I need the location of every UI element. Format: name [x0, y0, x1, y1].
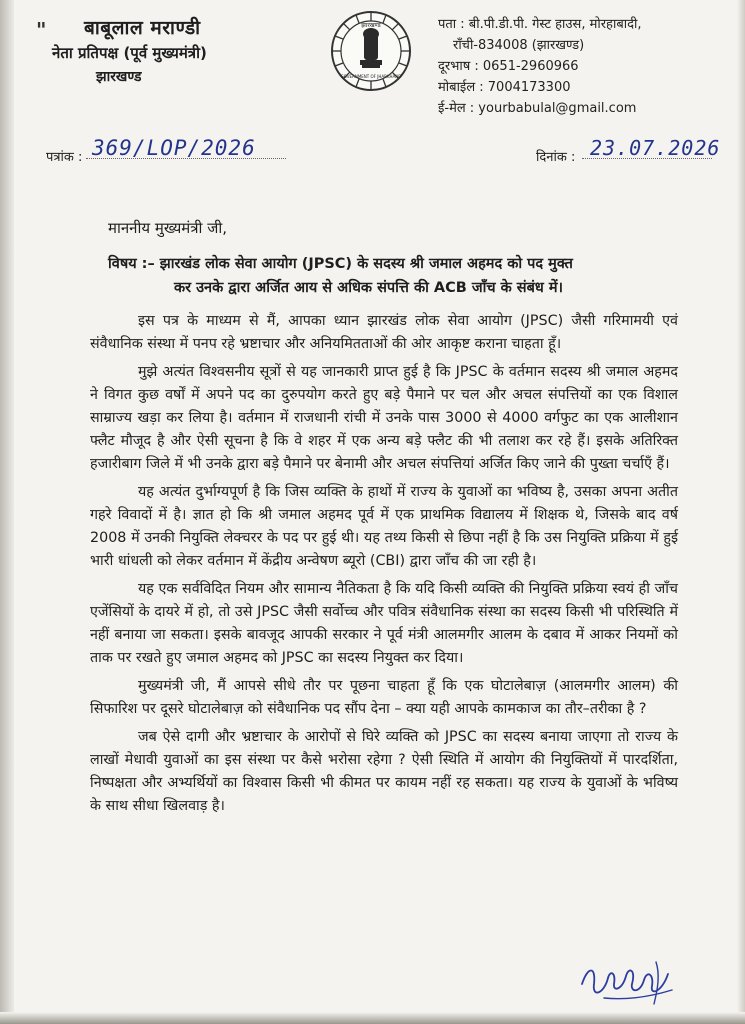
body-paragraph: इस पत्र के माध्यम से मैं, आपका ध्यान झारखंड लोक सेवा आयोग (JPSC) जैसी गरिमामयी एवं संवैधानिक संस्था में पनप रहे भ्रष्टाचार और अनियमितताओं की ओर आकृष्ट कराना चाहता हूँ।: [90, 313, 678, 352]
sender-address-block: [438, 14, 642, 119]
reference-label: पत्रांक :: [46, 150, 83, 165]
sender-name: बाबूलाल मराण्डी: [84, 17, 201, 39]
date-label: दिनांक :: [536, 150, 576, 165]
body-paragraph: यह एक सर्वविदित नियम और सामान्य नैतिकता है कि यदि किसी व्यक्ति की नियुक्ति प्रक्रिया स्वयं ही जाँच एजेंसियों के दायरे में हो, तो उसे JPSC जैसी सर्वोच्च और पवित्र संवैधानिक संस्था का सदस्य किसी भी परिस्थिति में नहीं बनाया जा सकता। इसके बावजूद आपकी सरकार ने पूर्व मंत्री आलमगीर आलम के दबाव में आकर नियमों को ताक पर रखते हुए जमाल अहमद को JPSC का सदस्य नियुक्त कर दिया।: [90, 581, 678, 666]
address-line: राँची-834008 (झारखण्ड): [453, 38, 585, 53]
signature-icon: [574, 954, 684, 1010]
sender-state: झारखण्ड: [96, 69, 142, 85]
reference-number: 369/LOP/2026: [92, 136, 256, 160]
subject-block: [108, 252, 678, 300]
body-paragraph: यह अत्यंत दुर्भाग्यपूर्ण है कि जिस व्यक्ति के हाथों में राज्य के युवाओं का भविष्य है, उसका अपना अतीत गहरे विवादों में है। ज्ञात हो कि श्री जमाल अहमद पूर्व में एक प्राथमिक विद्यालय में शिक्षक थे, जिसके बाद वर्ष 2008 में उनकी नियुक्ति लेक्चरर के पद पर हुई थी। यह तथ्य किसी से छिपा नहीं है कि उस नियुक्ति प्रक्रिया में हुई भारी धांधली को लेकर वर्तमान में केंद्रीय अन्वेषण ब्यूरो (CBI) द्वारा जाँच की जा रही है।: [90, 484, 678, 569]
scan-edge-bottom: [0, 1012, 745, 1024]
body-paragraph: मुझे अत्यंत विश्वसनीय सूत्रों से यह जानकारी प्राप्त हुई है कि JPSC के वर्तमान सदस्य श्री जमाल अहमद ने विगत कुछ वर्षों में अपने पद का दुरुपयोग करते हुए बड़े पैमाने पर चल और अचल संपत्तियों का एक विशाल साम्राज्य खड़ा कर लिया है। वर्तमान में राजधानी रांची में उनके पास 3000 से 4000 वर्गफुट का एक आलीशान फ्लैट मौजूद है और ऐसी सूचना है कि वे शहर में एक अन्य बड़े फ्लैट की भी तलाश कर रहे हैं। इसके अतिरिक्त हजारीबाग जिले में भी उनके द्वारा बड़े पैमाने पर बेनामी और अचल संपत्तियां अर्जित किए जाने की पुख्ता चर्चाएँ हैं।: [90, 364, 678, 472]
scan-edge-left: [0, 0, 14, 1024]
emblem-bottom-text: GOVERNMENT OF JHARKHAND: [340, 74, 402, 79]
subject-line-1: विषय :– झारखंड लोक सेवा आयोग (JPSC) के सदस्य श्री जमाल अहमद को पद मुक्त: [108, 256, 573, 272]
scan-edge-right: [737, 0, 745, 1024]
jharkhand-emblem-icon: [330, 10, 412, 92]
mobile-line: मोबाईल : 7004173300: [438, 80, 571, 95]
body-paragraph: मुख्यमंत्री जी, मैं आपसे सीधे तौर पर पूछना चाहता हूँ कि एक घोटालेबाज़ (आलमगीर आलम) की सिफारिश पर दूसरे घोटालेबाज़ को संवैधानिक पद सौंप देना – क्या यही आपके कामकाज का तौर–तरीका है ?: [90, 678, 678, 717]
letterhead-quote-mark: ": [36, 18, 47, 42]
subject-line-2: कर उनके द्वारा अर्जित आय से अधिक संपत्ति की ACB जाँच के संबंध में।: [174, 280, 564, 296]
emblem-top-text: झारखण्ड: [361, 22, 381, 29]
phone-line: दूरभाष : 0651-2960966: [438, 59, 579, 74]
email-line: ई-मेल : yourbabulal@gmail.com: [438, 101, 637, 116]
body-paragraph: जब ऐसे दागी और भ्रष्टाचार के आरोपों से घिरे व्यक्ति को JPSC का सदस्य बनाया जाएगा तो राज्य के लाखों मेधावी युवाओं का इस संस्था पर कैसे भरोसा रहेगा ? ऐसी स्थिति में आयोग की नियुक्तियों में पारदर्शिता, निष्पक्षता और अभ्यर्थियों का विश्वास किसी भी कीमत पर कायम नहीं रह सकता। यह राज्य के युवाओं के भविष्य के साथ सीधा खिलवाड़ है।: [90, 729, 678, 814]
letter-date: 23.07.2026: [590, 136, 721, 160]
address-line: पता : बी.पी.डी.पी. गेस्ट हाउस, मोरहाबादी,: [438, 17, 642, 32]
letter-body: [90, 310, 678, 823]
salutation: माननीय मुख्यमंत्री जी,: [108, 219, 227, 237]
sender-designation: नेता प्रतिपक्ष (पूर्व मुख्यमंत्री): [52, 44, 207, 62]
